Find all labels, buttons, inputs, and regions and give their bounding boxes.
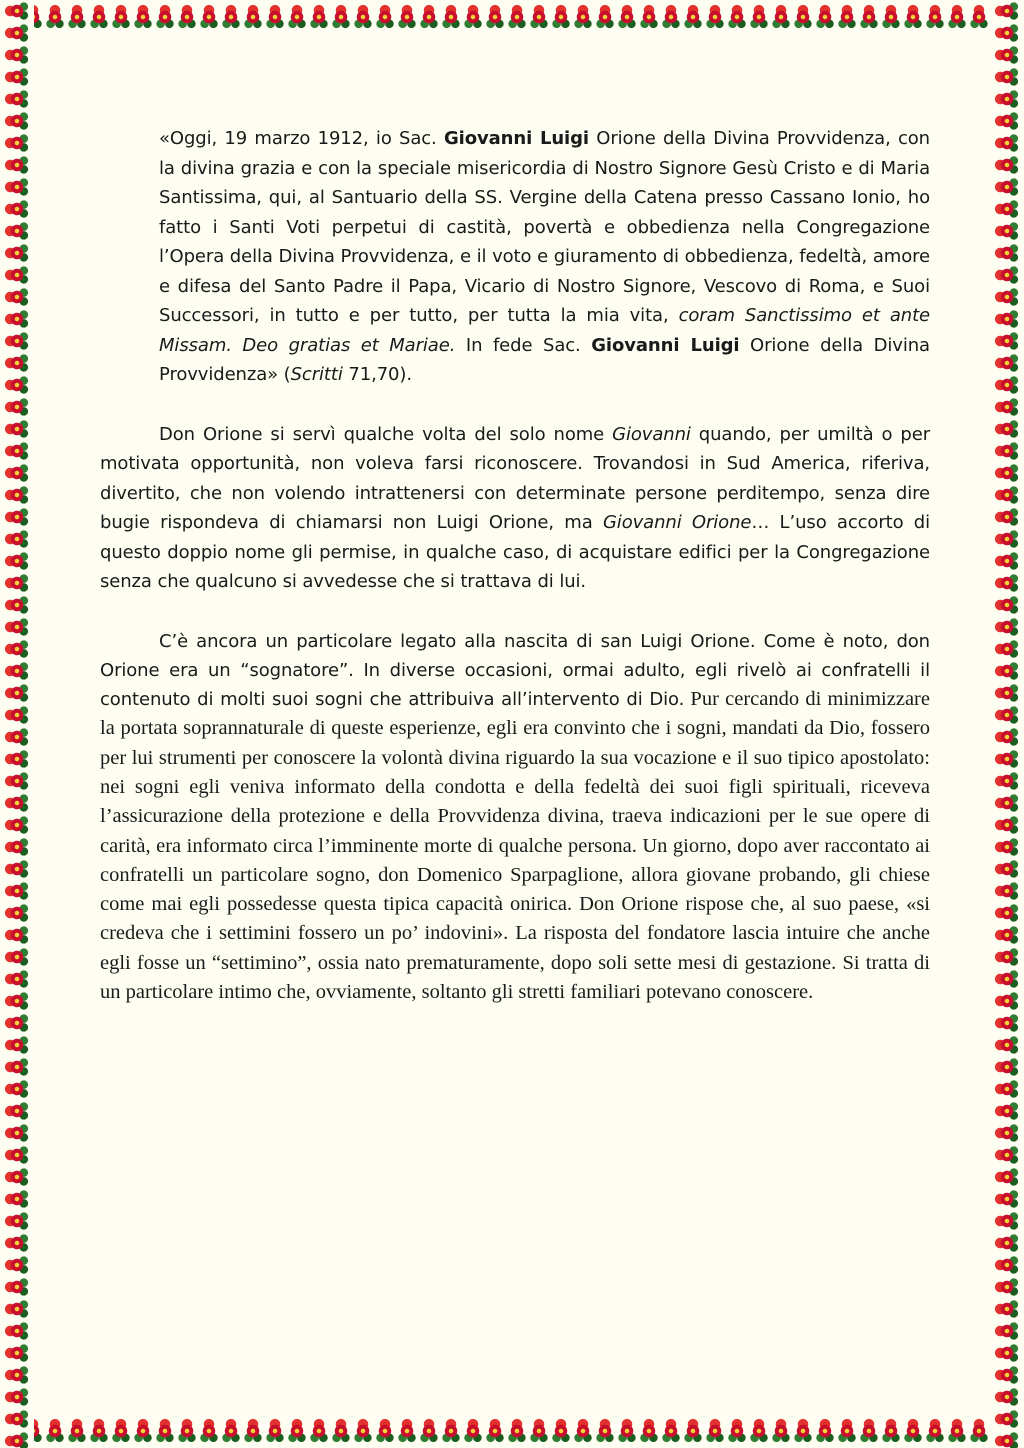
quote-bold-name: Giovanni Luigi [443,128,589,149]
paragraph-text: quando, per umiltà o per motivata opportunità, non voleva farsi riconoscere. Trovandosi in Sud America, riferiva, divertito, che non volendo intrattenersi con determinate persone perditempo, senza dire bugie rispondeva di chiamarsi non Luigi Orione, ma [100,423,930,533]
paragraph-dreams [100,627,930,1008]
quote-text: Orione della Divina Provvidenza, con la divina grazia e con la speciale misericordia di Nostro Signore Gesù Cristo e di Maria Santissima, qui, al Santuario della SS. Vergine della Catena presso Cassano Ionio, ho fatto i Santi Voti perpetui di castità, povertà e obbedienza nella Congregazione l’Opera della Divina Provvidenza, e il voto e giuramento di obbedienza, fedeltà, amore e difesa del Santo Padre il Papa, Vicario di Nostro Signore, Vescovo di Roma, e Suoi Successori, in tutto e per tutto, per tutta la mia vita, [159,128,930,326]
poinsettia-flower-icon [0,0,34,1448]
paragraph-italic: Giovanni Orione [602,512,752,533]
poinsettia-flower-icon [0,0,1024,34]
poinsettia-flower-icon [990,0,1024,1448]
paragraph-text: Don Orione si servì qualche volta del solo nome [159,423,613,445]
poinsettia-flower-icon [0,1414,1024,1448]
quote-italic-source: Scritti [290,364,343,385]
quote-text: 71,70). [342,364,412,385]
quote-text: «Oggi, 19 marzo 1912, io Sac. [159,128,444,149]
quote-text: Orione della Divina Provvidenza» ( [159,334,930,385]
quote-bold-name: Giovanni Luigi [591,334,740,356]
paragraph-text: … L’uso accorto di questo doppio nome gli permise, in qualche caso, di acquistare edifici per la Congregazione senza che qualcuno si avvedesse che si trattava di lui. [100,512,931,592]
paragraph-text: Pur cercando di minimizzare la portata soprannaturale di queste esperienze, egli era convinto che i sogni, mandati da Dio, fossero per lui strumenti per conoscere la volontà divina riguardo la sua vocazione e il suo tipico apostolato: nei sogni egli veniva informato della condotta e della fedeltà dei suoi figli spirituali, riceveva l’assicurazione della protezione e della Provvidenza divina, traeva indicazioni per le sue opere di carità, era informato circa l’imminente morte di qualche persona. Un giorno, dopo aver raccontato ai confratelli un particolare sogno, don Domenico Sparpaglione, allora giovane probando, gli chiese come mai egli possedesse questa tipica capacità onirica. Don Orione rispose che, al suo paese, «si credeva che i settimini fossero un po’ indovini». La risposta del fondatore lascia intuire che anche egli fosse un “settimino”, ossia nato prematuramente, dopo soli sette mesi di gestazione. Si tratta di un particolare intimo che, ovviamente, soltanto gli stretti familiari potevano conoscere. [100,688,930,1004]
paragraph-giovanni-name [100,420,930,597]
quote-italic-latin: coram Sanctissimo et ante Missam. Deo gratias et Mariae. [159,305,930,356]
paragraph-italic: Giovanni [612,423,691,445]
vow-quote-paragraph [159,124,930,390]
paragraph-text: C’è ancora un particolare legato alla nascita di san Luigi Orione. Come è noto, don Orione era un “sognatore”. In diverse occasioni, ormai adulto, egli rivelò ai confratelli il contenuto di molti suoi sogni che attribuiva all’intervento di Dio. [100,630,930,711]
quote-text: In fede Sac. [455,334,592,356]
document-body [100,124,930,1007]
